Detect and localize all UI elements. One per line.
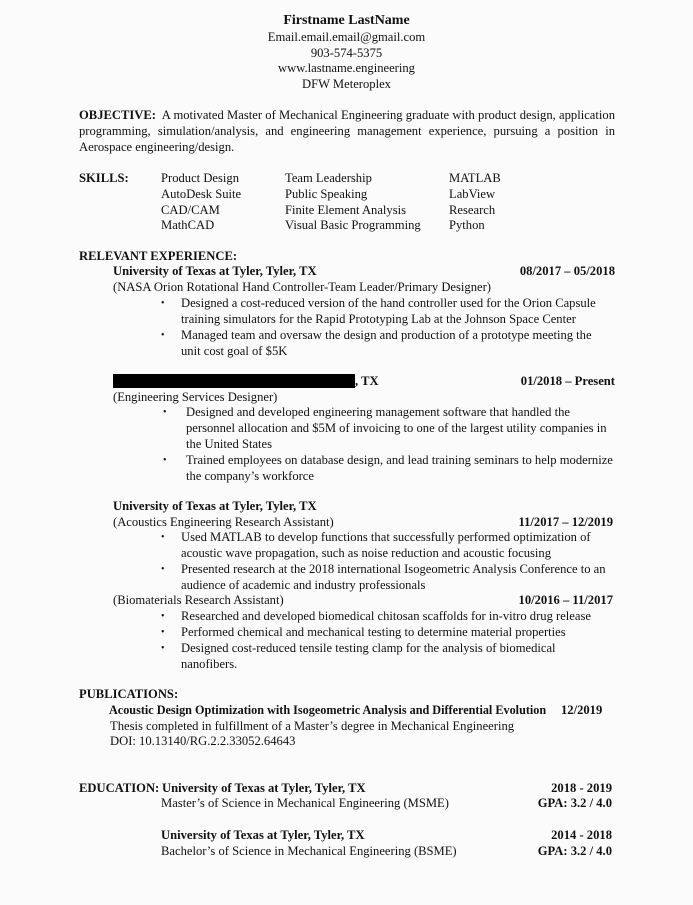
bullet-icon: • <box>161 564 165 575</box>
skills-column-1 <box>161 171 241 234</box>
skill-item: Visual Basic Programming <box>285 218 421 233</box>
job-3-org: University of Texas at Tyler, Tyler, TX <box>113 499 317 513</box>
job-2-role: (Engineering Services Designer) <box>113 390 278 404</box>
objective-text: A motivated Master of Mechanical Engineering graduate with product design, application programming, simulation/analysis, and engineering management experience, pursuing a position in Aerospace engineering/design. <box>79 108 615 154</box>
contact-location: DFW Meteroplex <box>302 77 391 91</box>
experience-label: RELEVANT EXPERIENCE: <box>79 249 238 263</box>
job-1-dates: 08/2017 – 05/2018 <box>519 264 615 278</box>
skill-item: Research <box>449 202 496 217</box>
redacted-employer <box>113 374 355 388</box>
skills-column-3 <box>449 171 501 234</box>
education-years-1: 2018 - 2019 <box>551 781 612 795</box>
skill-item: Team Leadership <box>285 171 372 185</box>
job-1-org: University of Texas at Tyler, Tyler, TX <box>113 264 317 278</box>
education-gpa-1: GPA: 3.2 / 4.0 <box>537 796 612 810</box>
bullet-icon: • <box>161 627 165 638</box>
job-2-dates: 01/2018 – Present <box>520 374 615 388</box>
skill-item: AutoDesk Suite <box>161 186 242 201</box>
bullet-icon: • <box>161 298 165 309</box>
publication-doi: DOI: 10.13140/RG.2.2.33052.64643 <box>110 734 296 748</box>
contact-phone: 903-574-5375 <box>310 46 383 60</box>
education-degree-2: Bachelor’s of Science in Mechanical Engineering (BSME) <box>161 844 457 858</box>
education-school-2: University of Texas at Tyler, Tyler, TX <box>161 828 365 842</box>
bullet-icon: • <box>161 611 165 622</box>
job-3-role-1: (Acoustics Engineering Research Assistant) <box>113 515 334 529</box>
publication-title: Acoustic Design Optimization with Isogeometric Analysis and Differential Evolution <box>109 703 547 717</box>
bullet-icon: • <box>163 455 167 466</box>
bullet-icon: • <box>161 330 165 341</box>
publication-note: Thesis completed in fulfillment of a Master’s degree in Mechanical Engineering <box>110 719 515 733</box>
job-1-role: (NASA Orion Rotational Hand Controller-Team Leader/Primary Designer) <box>113 280 491 294</box>
education-gpa-2: GPA: 3.2 / 4.0 <box>537 844 612 858</box>
education-years-2: 2014 - 2018 <box>551 828 612 842</box>
objective-label: OBJECTIVE: <box>79 108 156 122</box>
skills-column-2 <box>285 171 421 234</box>
education-label: EDUCATION: <box>79 781 160 795</box>
skill-item: CAD/CAM <box>161 202 220 217</box>
skill-item: Public Speaking <box>285 186 368 201</box>
resume-name: Firstname LastName <box>283 13 410 28</box>
bullet-icon: • <box>163 407 167 418</box>
publications-label: PUBLICATIONS: <box>79 687 179 701</box>
skill-item: Python <box>449 218 485 233</box>
objective-section <box>79 108 615 155</box>
contact-website: www.lastname.engineering <box>278 61 415 75</box>
skills-label: SKILLS: <box>79 171 129 185</box>
skill-item: MathCAD <box>161 218 215 233</box>
bullet-icon: • <box>161 532 165 543</box>
skill-item: LabView <box>449 186 496 201</box>
bullet-icon: • <box>161 643 165 654</box>
skill-item: Finite Element Analysis <box>285 202 407 217</box>
job-3-role-1-dates: 11/2017 – 12/2019 <box>518 515 613 529</box>
job-2-org-suffix: , TX <box>355 374 379 388</box>
skill-item: MATLAB <box>449 171 501 185</box>
skill-item: Product Design <box>161 171 240 185</box>
contact-email: Email.email.email@gmail.com <box>267 30 426 44</box>
publication-date: 12/2019 <box>561 703 603 717</box>
job-3-role-2: (Biomaterials Research Assistant) <box>113 593 284 607</box>
education-school-1: University of Texas at Tyler, Tyler, TX <box>162 781 366 795</box>
job-3-role-2-dates: 10/2016 – 11/2017 <box>518 593 613 607</box>
education-degree-1: Master’s of Science in Mechanical Engineering (MSME) <box>161 796 449 810</box>
